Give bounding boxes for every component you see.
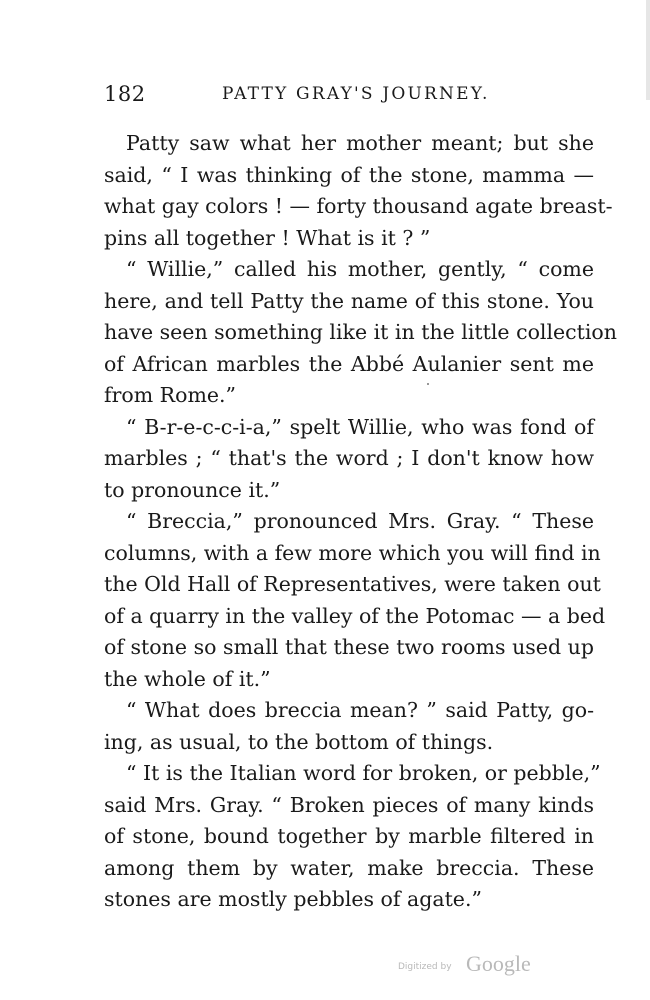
google-logo: Google xyxy=(466,951,531,976)
text-line: among them by water, make breccia. These xyxy=(104,855,594,880)
text-line: of stone, bound together by marble filtered in xyxy=(104,824,594,848)
text-line: of stone so small that these two rooms used up xyxy=(104,635,594,659)
page-edge-shadow xyxy=(646,0,650,100)
text-line: “ What does breccia mean? ” said Patty, go- xyxy=(126,698,594,722)
text-line: to pronounce it.” xyxy=(104,477,281,502)
text-line: pins all together ! What is it ? ” xyxy=(104,225,431,250)
body-text xyxy=(104,128,617,916)
text-line: from Rome.” xyxy=(104,383,237,407)
print-speck xyxy=(427,383,429,385)
running-title: PATTY GRAY'S JOURNEY. xyxy=(222,84,490,104)
text-line: “ It is the Italian word for broken, or pebble,” xyxy=(126,761,601,785)
text-line: here, and tell Patty the name of this stone. You xyxy=(104,288,594,313)
text-line: marbles ; “ that's the word ; I don't know how xyxy=(104,446,594,470)
text-line: columns, with a few more which you will find in xyxy=(104,540,601,565)
text-line: the Old Hall of Representatives, were taken out xyxy=(104,572,601,596)
text-line: the whole of it.” xyxy=(104,666,271,691)
watermark-prefix: Digitized by xyxy=(398,962,452,972)
text-line: of a quarry in the valley of the Potomac — a bed xyxy=(104,603,606,628)
text-line: “ B-r-e-c-c-i-a,” spelt Willie, who was fond of xyxy=(126,414,594,439)
text-line: of African marbles the Abbé Aulanier sent me xyxy=(104,351,594,376)
text-line: ing, as usual, to the bottom of things. xyxy=(104,729,494,754)
text-line: said Mrs. Gray. “ Broken pieces of many kinds xyxy=(104,792,594,817)
page-header xyxy=(104,82,594,112)
text-line: what gay colors ! — forty thousand agate breast- xyxy=(104,194,613,218)
page-number: 182 xyxy=(104,82,146,106)
digitized-watermark xyxy=(398,951,548,981)
text-line: said, “ I was thinking of the stone, mamma — xyxy=(104,162,594,187)
text-line: Patty saw what her mother meant; but she xyxy=(126,131,594,155)
text-line: “ Breccia,” pronounced Mrs. Gray. “ These xyxy=(126,509,594,533)
text-line: “ Willie,” called his mother, gently, “ come xyxy=(126,257,594,281)
text-line: have seen something like it in the little collection xyxy=(104,320,617,344)
text-line: stones are mostly pebbles of agate.” xyxy=(104,887,482,911)
